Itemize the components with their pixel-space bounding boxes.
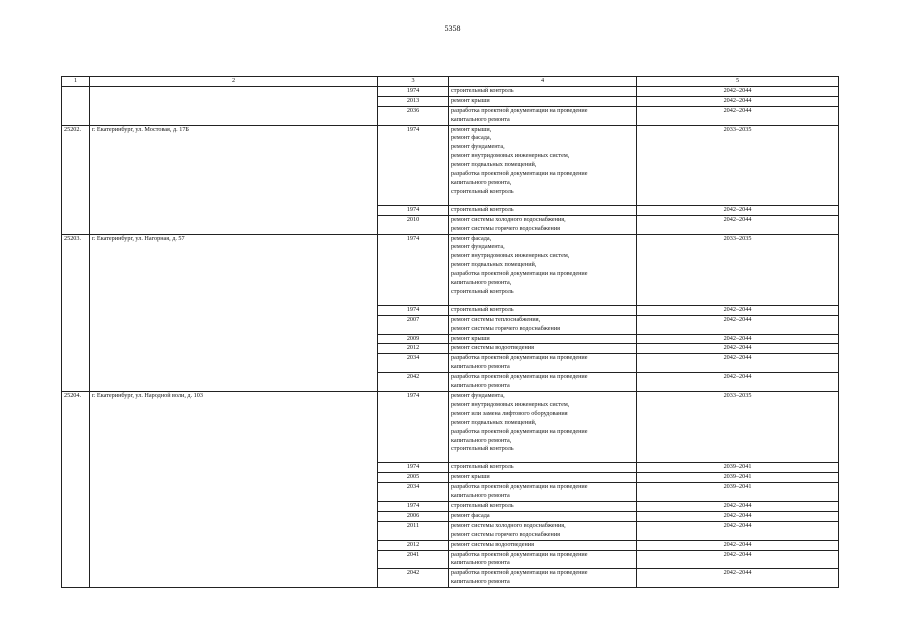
- work-type: разработка проектной документации на проведение капитального ремонта: [449, 373, 637, 392]
- repair-period: 2042–2044: [637, 305, 839, 315]
- construction-year: 1974: [378, 501, 449, 511]
- construction-year: 2034: [378, 483, 449, 502]
- building-address: г. Екатеринбург, ул. Мостовая, д. 17Б: [90, 125, 378, 234]
- construction-year: 1974: [378, 392, 449, 463]
- repair-period: 2042–2044: [637, 86, 839, 96]
- work-type: ремонт крыши: [449, 334, 637, 344]
- table-row: [62, 86, 839, 96]
- building-number: [62, 86, 90, 125]
- column-header-address: 2: [90, 77, 378, 87]
- repair-period: 2042–2044: [637, 334, 839, 344]
- construction-year: 2012: [378, 540, 449, 550]
- work-type: строительный контроль: [449, 305, 637, 315]
- construction-year: 1974: [378, 305, 449, 315]
- repair-schedule-table: [61, 76, 839, 588]
- repair-period: 2033–2035: [637, 234, 839, 305]
- repair-period: 2042–2044: [637, 511, 839, 521]
- work-type: разработка проектной документации на проведение капитального ремонта: [449, 354, 637, 373]
- construction-year: 1974: [378, 463, 449, 473]
- construction-year: 2042: [378, 569, 449, 588]
- page-number: 5358: [444, 24, 461, 33]
- repair-period: 2039–2041: [637, 473, 839, 483]
- table-body: [62, 86, 839, 587]
- work-type: ремонт крыши: [449, 96, 637, 106]
- table-header-row: [62, 77, 839, 87]
- repair-period: 2039–2041: [637, 463, 839, 473]
- repair-period: 2042–2044: [637, 315, 839, 334]
- repair-period: 2042–2044: [637, 106, 839, 125]
- work-type: строительный контроль: [449, 205, 637, 215]
- construction-year: 1974: [378, 205, 449, 215]
- repair-period: 2042–2044: [637, 205, 839, 215]
- construction-year: 2010: [378, 215, 449, 234]
- column-header-period: 5: [637, 77, 839, 87]
- work-type: ремонт фасада, ремонт фундамента, ремонт внутридомовых инженерных систем, ремонт подвальных помещений, разработка проектной документации на проведение капитального ремонта, строительный контроль: [449, 234, 637, 305]
- table-row: [62, 392, 839, 463]
- construction-year: 2006: [378, 511, 449, 521]
- column-header-year: 3: [378, 77, 449, 87]
- construction-year: 2012: [378, 344, 449, 354]
- construction-year: 1974: [378, 125, 449, 205]
- construction-year: 2041: [378, 550, 449, 569]
- building-number: 25204.: [62, 392, 90, 588]
- construction-year: 1974: [378, 86, 449, 96]
- construction-year: 2034: [378, 354, 449, 373]
- work-type: ремонт крыши, ремонт фасада, ремонт фундамента, ремонт внутридомовых инженерных систем, ремонт подвальных помещений, разработка проектной документации на проведение капитального ремонта, строительный контроль: [449, 125, 637, 205]
- repair-period: 2042–2044: [637, 569, 839, 588]
- building-address: г. Екатеринбург, ул. Нагорная, д. 57: [90, 234, 378, 392]
- work-type: разработка проектной документации на проведение капитального ремонта: [449, 569, 637, 588]
- work-type: ремонт системы холодного водоснабжения, ремонт системы горячего водоснабжения: [449, 215, 637, 234]
- repair-period: 2042–2044: [637, 540, 839, 550]
- construction-year: 2011: [378, 521, 449, 540]
- construction-year: 2013: [378, 96, 449, 106]
- work-type: ремонт крыши: [449, 473, 637, 483]
- work-type: ремонт фундамента, ремонт внутридомовых инженерных систем, ремонт или замена лифтового оборудования ремонт подвальных помещений, разработка проектной документации на проведение капитального ремонта, строительный контроль: [449, 392, 637, 463]
- repair-period: 2042–2044: [637, 344, 839, 354]
- column-header-number: 1: [62, 77, 90, 87]
- construction-year: 2042: [378, 373, 449, 392]
- work-type: разработка проектной документации на проведение капитального ремонта: [449, 550, 637, 569]
- construction-year: 2005: [378, 473, 449, 483]
- table-row: [62, 125, 839, 205]
- repair-period: 2042–2044: [637, 215, 839, 234]
- repair-period: 2042–2044: [637, 96, 839, 106]
- construction-year: 2007: [378, 315, 449, 334]
- repair-period: 2042–2044: [637, 373, 839, 392]
- repair-period: 2042–2044: [637, 501, 839, 511]
- repair-period: 2033–2035: [637, 125, 839, 205]
- work-type: ремонт системы теплоснабжения, ремонт системы горячего водоснабжения: [449, 315, 637, 334]
- building-number: 25203.: [62, 234, 90, 392]
- work-type: ремонт системы водоотведения: [449, 344, 637, 354]
- construction-year: 2036: [378, 106, 449, 125]
- building-number: 25202.: [62, 125, 90, 234]
- building-address: [90, 86, 378, 125]
- work-type: разработка проектной документации на проведение капитального ремонта: [449, 483, 637, 502]
- repair-period: 2042–2044: [637, 354, 839, 373]
- repair-period: 2042–2044: [637, 550, 839, 569]
- repair-period: 2042–2044: [637, 521, 839, 540]
- work-type: разработка проектной документации на проведение капитального ремонта: [449, 106, 637, 125]
- table-row: [62, 234, 839, 305]
- work-type: строительный контроль: [449, 501, 637, 511]
- construction-year: 1974: [378, 234, 449, 305]
- work-type: ремонт системы холодного водоснабжения, ремонт системы горячего водоснабжения: [449, 521, 637, 540]
- work-type: ремонт фасада: [449, 511, 637, 521]
- work-type: ремонт системы водоотведения: [449, 540, 637, 550]
- repair-period: 2033–2035: [637, 392, 839, 463]
- building-address: г. Екатеринбург, ул. Народной воли, д. 103: [90, 392, 378, 588]
- work-type: строительный контроль: [449, 463, 637, 473]
- work-type: строительный контроль: [449, 86, 637, 96]
- construction-year: 2009: [378, 334, 449, 344]
- repair-period: 2039–2041: [637, 483, 839, 502]
- column-header-work: 4: [449, 77, 637, 87]
